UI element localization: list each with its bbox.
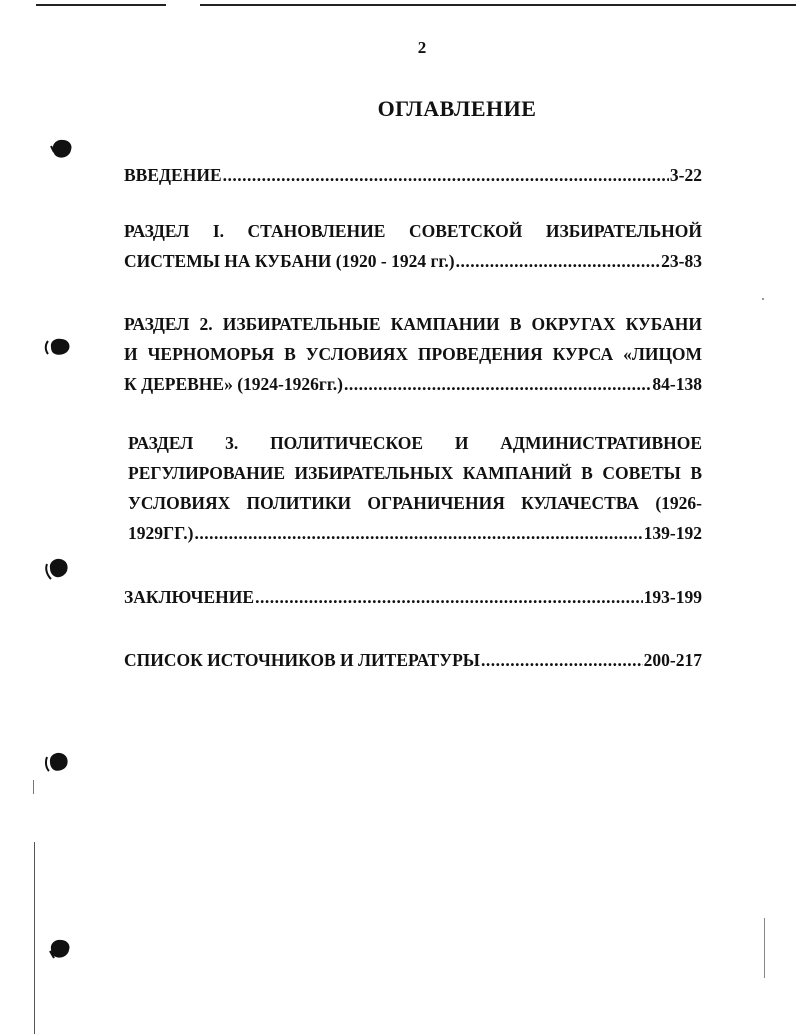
toc-entry-label: СПИСОК ИСТОЧНИКОВ И ЛИТЕРАТУРЫ — [124, 650, 480, 670]
top-rule-right — [200, 4, 796, 6]
toc-entry-line: РАЗДЕЛ 3. ПОЛИТИЧЕСКОЕ И АДМИНИСТРАТИВНОЕ — [128, 433, 703, 453]
toc-entry-pages: 84-138 — [652, 374, 702, 394]
toc-entry-line: УСЛОВИЯХ ПОЛИТИКИ ОГРАНИЧЕНИЯ КУЛАЧЕСТВА (1926- — [128, 493, 702, 513]
binder-hole-icon — [50, 138, 74, 160]
left-margin-line — [34, 842, 35, 1034]
binder-hole-icon — [44, 556, 68, 578]
toc-entry-pages: 200-217 — [643, 650, 702, 670]
toc-entry-line: РЕГУЛИРОВАНИЕ ИЗБИРАТЕЛЬНЫХ КАМПАНИЙ В СОВЕТЫ В — [128, 463, 702, 483]
right-tick-mark — [764, 918, 765, 978]
top-rule-left — [36, 4, 166, 6]
page-number: 2 — [417, 38, 427, 57]
toc-entry-pages: 23-83 — [661, 251, 702, 271]
toc-entry-label: ВВЕДЕНИЕ — [124, 165, 222, 185]
toc-entry-label: ЗАКЛЮЧЕНИЕ — [124, 587, 255, 607]
binder-hole-icon — [44, 750, 68, 772]
toc-entry-sources[interactable] — [124, 645, 702, 675]
toc-entry-section-3[interactable] — [128, 428, 702, 548]
dot-leader — [223, 160, 669, 190]
toc-entry-line: РАЗДЕЛ I. СТАНОВЛЕНИЕ СОВЕТСКОЙ ИЗБИРАТЕЛЬНОЙ — [124, 221, 702, 241]
toc-entry-section-2[interactable] — [124, 309, 702, 399]
speck — [762, 298, 764, 300]
toc-entry-introduction[interactable] — [124, 160, 702, 190]
dot-leader — [195, 518, 643, 548]
dot-leader — [456, 246, 661, 276]
toc-entry-label: 1929ГГ.) — [128, 523, 194, 543]
dot-leader — [481, 645, 643, 675]
toc-entry-conclusion[interactable] — [124, 582, 702, 612]
toc-entry-label: К ДЕРЕВНЕ» (1924-1926гг.) — [124, 374, 343, 394]
binder-hole-icon — [48, 938, 72, 960]
toc-entry-pages: 3-22 — [669, 165, 702, 185]
left-tick-mark — [33, 780, 34, 794]
dot-leader — [255, 582, 643, 612]
toc-entry-label: СИСТЕМЫ НА КУБАНИ (1920 - 1924 гг.) — [124, 251, 455, 271]
binder-hole-icon — [44, 336, 68, 358]
dot-leader — [344, 369, 651, 399]
toc-entry-section-1[interactable] — [124, 216, 702, 276]
toc-entry-pages: 193-199 — [643, 587, 702, 607]
page-title: ОГЛАВЛЕНИЕ — [377, 96, 537, 121]
toc-entry-line: РАЗДЕЛ 2. ИЗБИРАТЕЛЬНЫЕ КАМПАНИИ В ОКРУГАХ КУБАНИ — [124, 314, 702, 334]
toc-entry-pages: 139-192 — [643, 523, 702, 543]
toc-entry-line: И ЧЕРНОМОРЬЯ В УСЛОВИЯХ ПРОВЕДЕНИЯ КУРСА «ЛИЦОМ — [124, 344, 702, 364]
